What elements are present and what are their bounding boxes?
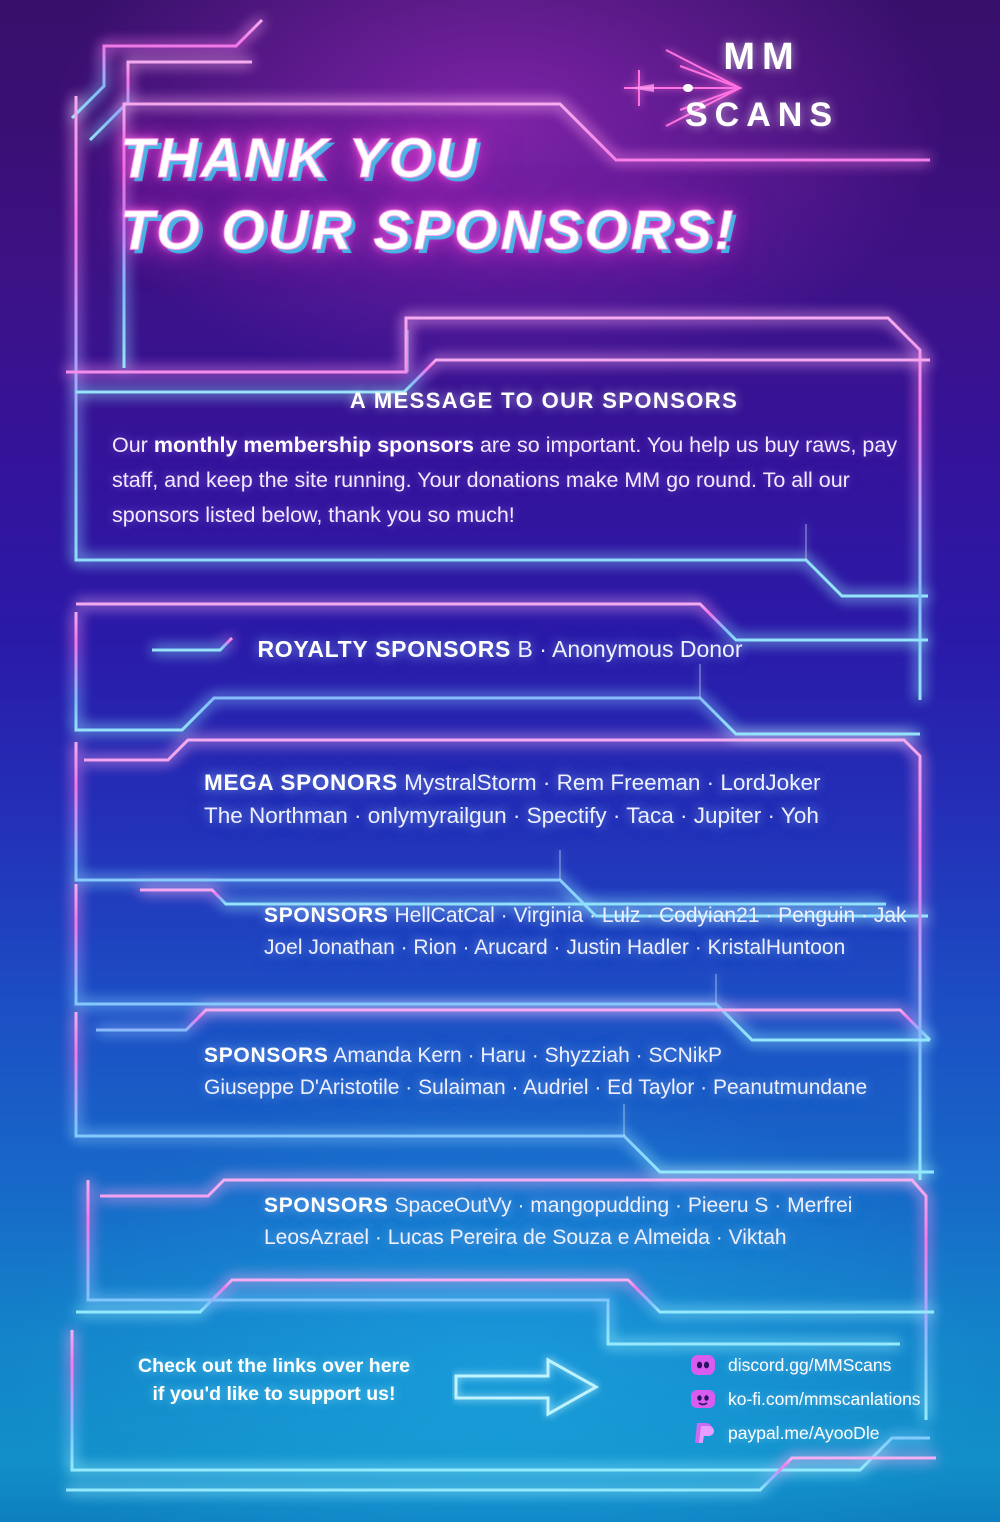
tier-mega-names-0: MystralStorm · Rem Freeman · LordJoker — [404, 770, 821, 795]
tier-sponsors-3-label: SPONSORS — [264, 1194, 389, 1217]
page-title-line1: THANK YOU — [120, 126, 479, 189]
tier-royalty-names-0: B · Anonymous Donor — [517, 636, 743, 662]
tier-mega-line-0 — [204, 766, 944, 799]
tier-mega — [204, 766, 944, 833]
tier-sponsors-3-line-0 — [264, 1190, 954, 1222]
message-heading: A MESSAGE TO OUR SPONSORS — [349, 388, 739, 413]
tier-royalty-label: ROYALTY SPONSORS — [257, 636, 512, 662]
tier-sponsors-3 — [264, 1190, 954, 1253]
message-body-bold: monthly membership sponsors — [153, 433, 474, 457]
tier-sponsors-1 — [264, 900, 944, 963]
brand-name-line2: SCANS — [684, 96, 840, 134]
tier-mega-names-1: The Northman · onlymyrailgun · Spectify · Taca · Jupiter · Yoh — [204, 803, 819, 829]
discord-icon — [690, 1352, 716, 1378]
brand-logo — [642, 38, 882, 132]
arrow-right-icon — [452, 1352, 602, 1422]
tier-sponsors-2-label: SPONSORS — [204, 1044, 329, 1067]
link-row-discord[interactable] — [690, 1350, 970, 1380]
tier-sponsors-2-line-0 — [204, 1040, 944, 1072]
message-body-after: are so important. You help us buy raws, pay staff, and keep the site running. Your donations make MM go round. To all our sponsors listed below, thank you so much! — [112, 433, 898, 527]
tier-sponsors-3-names-0: SpaceOutVy · mangopudding · Pieeru S · Merfrei — [394, 1194, 853, 1217]
brand-name-line1: MM — [723, 36, 801, 78]
support-call-to-action — [104, 1352, 444, 1409]
message-body — [112, 428, 902, 532]
tier-sponsors-2-names-1: Giuseppe D'Aristotile · Sulaiman · Audriel · Ed Taylor · Peanutmundane — [204, 1075, 868, 1099]
page-title-line2: TO OUR SPONSORS! — [120, 197, 737, 261]
tier-sponsors-1-line-0 — [264, 900, 944, 932]
tier-mega-label: MEGA SPONORS — [204, 770, 398, 795]
paypal-icon — [690, 1420, 716, 1446]
link-text-discord: discord.gg/MMScans — [728, 1354, 892, 1375]
link-text-paypal: paypal.me/AyooDle — [728, 1422, 880, 1443]
tier-sponsors-1-names-0: HellCatCal · Virginia · Lulz · Codyian21 · Penguin · Jak — [394, 904, 907, 927]
tier-sponsors-2 — [204, 1040, 944, 1103]
support-cta-line2: if you'd like to support us! — [152, 1383, 396, 1406]
message-body-before: Our — [112, 433, 154, 457]
page-title — [120, 122, 820, 265]
tier-sponsors-1-label: SPONSORS — [264, 904, 389, 927]
kofi-icon — [690, 1386, 716, 1412]
link-row-paypal[interactable] — [690, 1418, 970, 1448]
support-cta-line1: Check out the links over here — [137, 1355, 410, 1377]
support-links — [690, 1350, 970, 1452]
tier-royalty — [0, 636, 1000, 663]
link-row-kofi[interactable] — [690, 1384, 970, 1414]
link-text-kofi: ko-fi.com/mmscanlations — [728, 1388, 921, 1409]
tier-sponsors-1-names-1: Joel Jonathan · Rion · Arucard · Justin Hadler · KristalHuntoon — [264, 935, 846, 959]
tier-sponsors-2-names-0: Amanda Kern · Haru · Shyzziah · SCNikP — [333, 1044, 722, 1067]
tier-royalty-line-0 — [0, 636, 1000, 663]
tier-sponsors-3-names-1: LeosAzrael · Lucas Pereira de Souza e Almeida · Viktah — [264, 1225, 787, 1249]
